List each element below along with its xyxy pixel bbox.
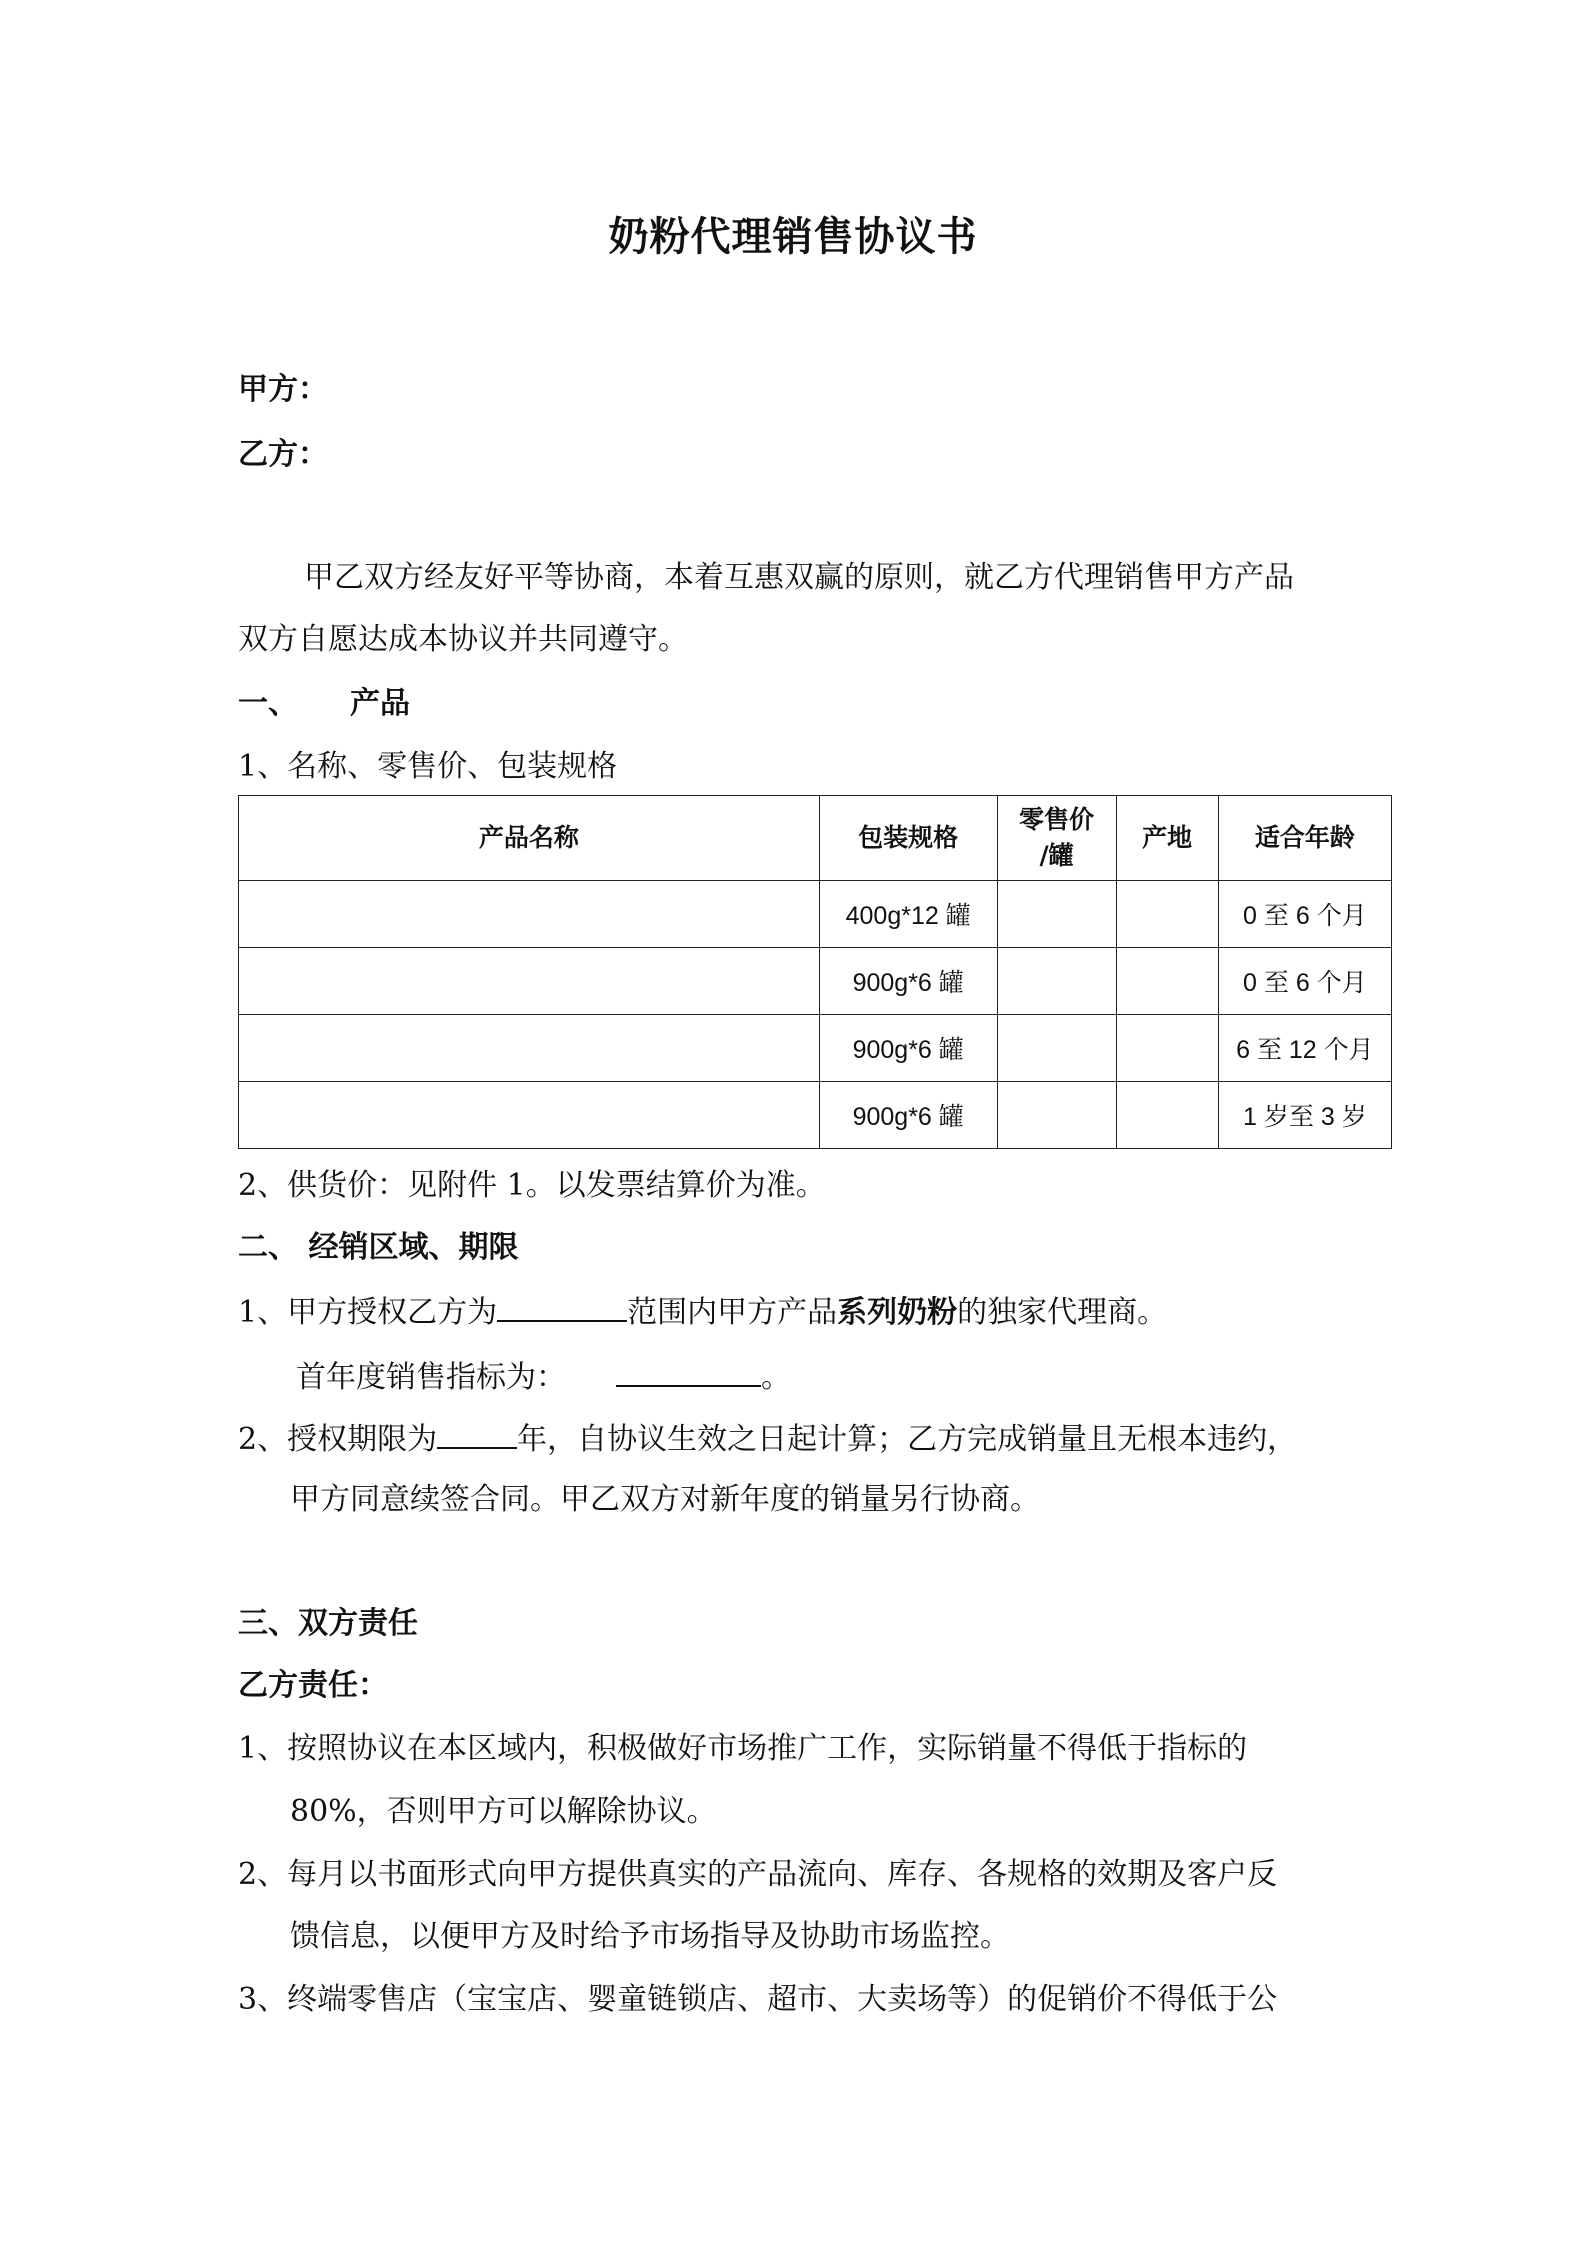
table-row xyxy=(239,881,1392,948)
table-row xyxy=(239,1082,1392,1149)
table-header-row xyxy=(239,796,1392,881)
item-2-2-line-2: 甲方同意续签合同。甲乙双方对新年度的销量另行协商。 xyxy=(290,1482,1040,1517)
target-prefix: 首年度销售指标为： xyxy=(296,1360,566,1395)
item-2-2 xyxy=(238,1417,1297,1460)
cell-age: 1 岁至 3 岁 xyxy=(1218,1082,1391,1149)
header-product-name: 产品名称 xyxy=(239,796,820,881)
duty-2-line-2: 馈信息，以便甲方及时给予市场指导及协助市场监控。 xyxy=(290,1919,1010,1954)
duty-1-line-1: 1、按照协议在本区域内，积极做好市场推广工作，实际销量不得低于指标的 xyxy=(238,1731,1248,1766)
item-1-1: 1、名称、零售价、包装规格 xyxy=(238,749,618,784)
cell-origin xyxy=(1116,1082,1218,1149)
table-row xyxy=(239,948,1392,1015)
item-2-1-target xyxy=(296,1355,791,1398)
item-2-1-middle: 范围内甲方产品 xyxy=(627,1295,838,1330)
section-3-heading: 三、双方责任 xyxy=(238,1606,418,1641)
item-2-1 xyxy=(238,1290,1167,1333)
cell-package: 400g*12 罐 xyxy=(819,881,997,948)
party-b-duty-heading: 乙方责任： xyxy=(238,1668,388,1703)
section-1-number: 一、 xyxy=(238,686,298,721)
section-1-title: 产品 xyxy=(350,686,410,721)
header-retail-price-line-2: /罐 xyxy=(1039,841,1074,870)
cell-origin xyxy=(1116,948,1218,1015)
duty-1-line-2: 80%，否则甲方可以解除协议。 xyxy=(290,1794,717,1829)
table-row xyxy=(239,1015,1392,1082)
duty-3-line-1: 3、终端零售店（宝宝店、婴童链锁店、超市、大卖场等）的促销价不得低于公 xyxy=(238,1982,1278,2017)
item-2-1-series: 系列奶粉 xyxy=(837,1295,958,1330)
section-1-heading xyxy=(238,684,410,724)
cell-package: 900g*6 罐 xyxy=(819,1082,997,1149)
cell-price xyxy=(997,1015,1116,1082)
intro-paragraph-line-2: 双方自愿达成本协议并共同遵守。 xyxy=(238,622,688,657)
target-blank xyxy=(616,1355,761,1387)
header-age: 适合年龄 xyxy=(1218,796,1391,881)
cell-package: 900g*6 罐 xyxy=(819,1015,997,1082)
item-1-2: 2、供货价：见附件 1。以发票结算价为准。 xyxy=(238,1168,826,1203)
cell-origin xyxy=(1116,1015,1218,1082)
header-package: 包装规格 xyxy=(819,796,997,881)
cell-product-name xyxy=(239,1082,820,1149)
cell-product-name xyxy=(239,948,820,1015)
cell-package: 900g*6 罐 xyxy=(819,948,997,1015)
region-blank xyxy=(497,1290,627,1322)
party-a-label: 甲方： xyxy=(238,372,328,407)
cell-product-name xyxy=(239,881,820,948)
cell-age: 6 至 12 个月 xyxy=(1218,1015,1391,1082)
product-table xyxy=(238,795,1392,1149)
section-2-heading: 二、 经销区域、期限 xyxy=(238,1230,519,1265)
header-origin: 产地 xyxy=(1116,796,1218,881)
header-retail-price-line-1: 零售价 xyxy=(1019,805,1095,834)
cell-age: 0 至 6 个月 xyxy=(1218,948,1391,1015)
cell-age: 0 至 6 个月 xyxy=(1218,881,1391,948)
cell-origin xyxy=(1116,881,1218,948)
target-suffix: 。 xyxy=(761,1360,791,1395)
cell-price xyxy=(997,1082,1116,1149)
cell-price xyxy=(997,881,1116,948)
cell-price xyxy=(997,948,1116,1015)
term-blank xyxy=(437,1417,517,1449)
duty-2-line-1: 2、每月以书面形式向甲方提供真实的产品流向、库存、各规格的效期及客户反 xyxy=(238,1857,1278,1892)
party-b-label: 乙方： xyxy=(238,437,328,472)
item-2-2-prefix: 2、授权期限为 xyxy=(238,1422,438,1457)
header-retail-price xyxy=(997,796,1116,881)
item-2-1-prefix: 1、甲方授权乙方为 xyxy=(238,1295,498,1330)
intro-paragraph-line-1: 甲乙双方经友好平等协商，本着互惠双赢的原则，就乙方代理销售甲方产品 xyxy=(304,560,1294,595)
item-2-1-suffix: 的独家代理商。 xyxy=(957,1295,1168,1330)
cell-product-name xyxy=(239,1015,820,1082)
document-title: 奶粉代理销售协议书 xyxy=(608,213,978,260)
item-2-2-suffix: 年，自协议生效之日起计算；乙方完成销量且无根本违约， xyxy=(517,1422,1298,1457)
